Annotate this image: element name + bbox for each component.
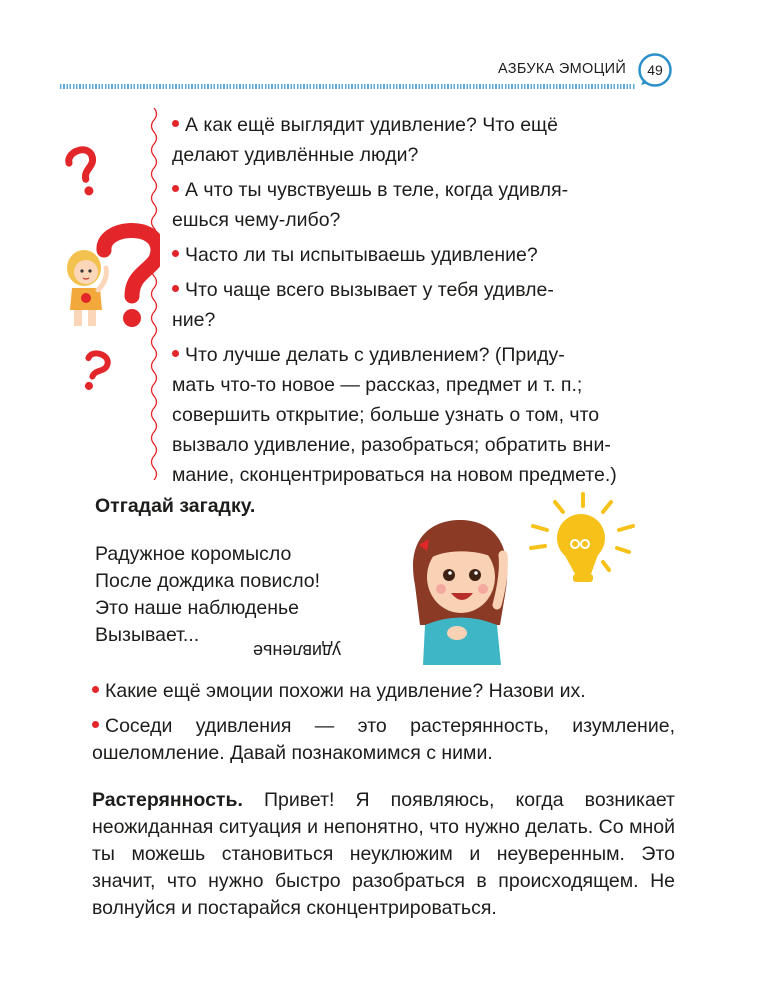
bullet-icon — [172, 250, 179, 257]
lower-text-block — [92, 678, 675, 930]
girl-illustration — [405, 515, 520, 665]
bullet-icon — [92, 686, 99, 693]
list-item: Какие ещё эмоции похожи на удивление? Назови их. — [92, 678, 675, 705]
lightbulb-icon — [525, 492, 635, 587]
bullet-icon — [92, 721, 99, 728]
riddle-poem — [95, 541, 320, 649]
bullet-icon — [172, 120, 179, 127]
list-item: Что чаще всего вызывает у тебя удивле- ние? — [172, 279, 554, 331]
riddle-title: Отгадай загадку. — [95, 495, 256, 517]
riddle-line: Вызывает... — [95, 624, 200, 646]
big-question-mark-icon — [104, 230, 158, 327]
list-item: А что ты чувствуешь в теле, когда удивля- ешься чему-либо? — [172, 179, 569, 231]
confusion-term: Растерянность. — [92, 789, 243, 811]
list-item: Что лучше делать с удивлением? (Приду- мать что-то новое — рассказ, предмет и т. п.; совершить открытие; больше узнать о том, что вызвало удивление, разобраться; обратить вни- мание, сконцентрироваться на новом предмете.) — [172, 344, 617, 486]
section-title: АЗБУКА ЭМОЦИЙ — [498, 61, 627, 77]
riddle-line: После дождика повисло! — [95, 570, 321, 592]
question-mark-icon — [67, 147, 102, 198]
header-dotted-rule — [60, 84, 635, 89]
question-marks-illustration — [50, 140, 160, 390]
confusion-text: Привет! Я появляюсь, когда возникает неожиданная ситуация и непонятно, что нужно делать. Со мной ты можешь становиться неуклюжим и неуверенным. Это значит, что нужно быстро разобраться в происходящем. Не волнуйся и постарайся сконцентрироваться. — [92, 789, 675, 919]
question-mark-icon — [78, 351, 110, 390]
question-list — [172, 110, 675, 495]
list-item: Часто ли ты испытываешь удивление? — [172, 240, 675, 270]
riddle-answer-upside-down: удивленье — [253, 641, 341, 661]
riddle-line: Радужное коромысло — [95, 543, 292, 565]
page-number: 49 — [647, 62, 663, 78]
riddle-line: Это наше наблюденье — [95, 597, 299, 619]
child-illustration — [67, 250, 106, 326]
confusion-paragraph — [92, 787, 675, 922]
bullet-icon — [172, 285, 179, 292]
bullet-icon — [172, 350, 179, 357]
list-item: Соседи удивления — это растерянность, изумление, ошеломление. Давай познакомимся с ними. — [92, 715, 675, 764]
list-item: А как ещё выглядит удивление? Что ещё делают удивлённые люди? — [172, 114, 558, 166]
bullet-icon — [172, 185, 179, 192]
